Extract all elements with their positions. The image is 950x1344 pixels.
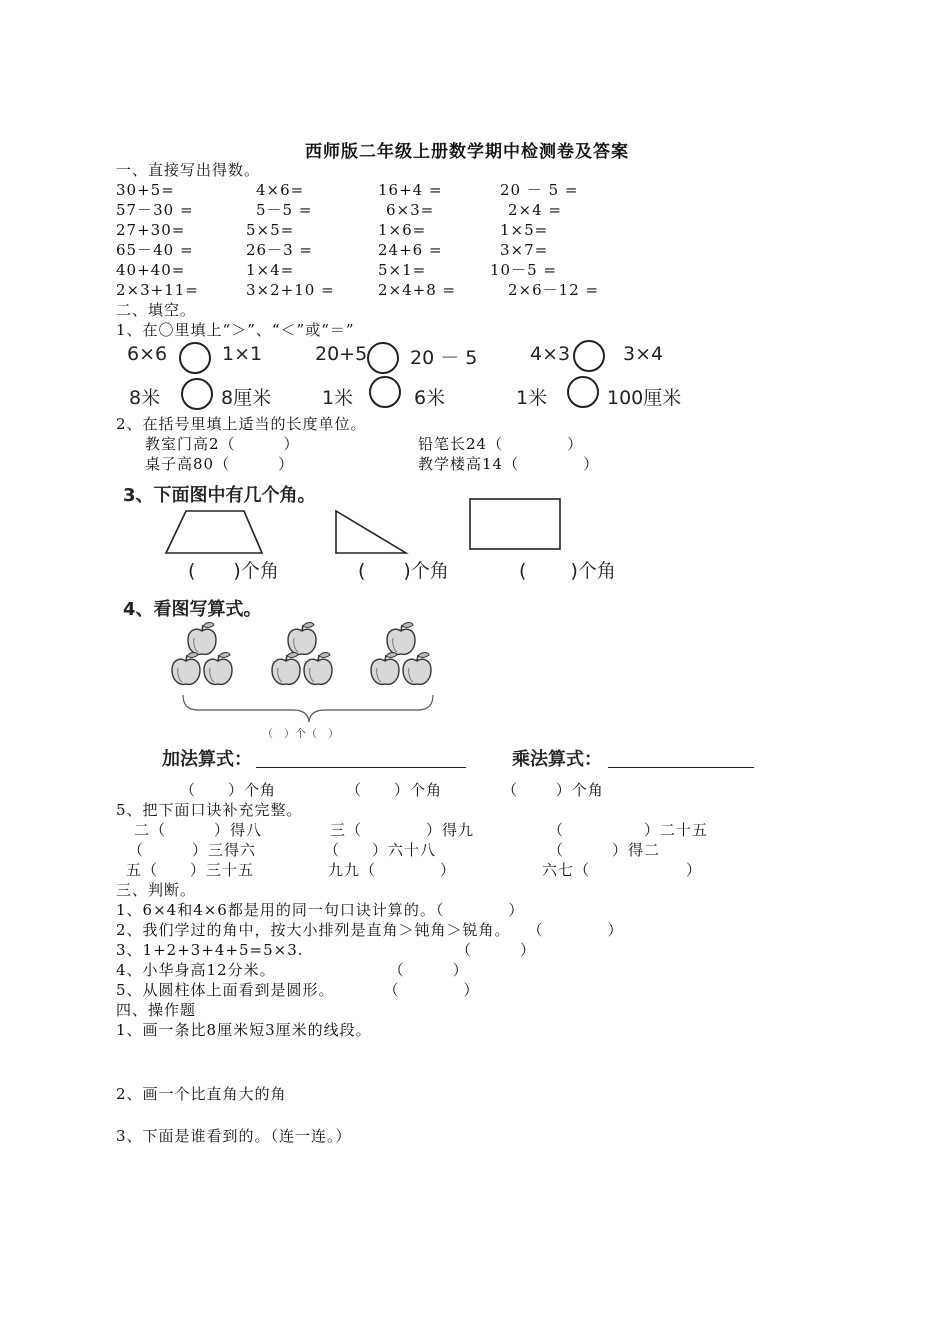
calc-item: 2×3+11=	[116, 281, 199, 299]
calc-item: 10－5 =	[490, 261, 557, 279]
mul-formula-line[interactable]	[608, 767, 754, 768]
calc-item: 5－5 =	[256, 201, 313, 219]
rhyme-item: 九九（ ）	[328, 861, 457, 879]
compare-right: 6米	[414, 387, 446, 409]
angle-count-label: ( )个角	[188, 560, 279, 582]
judge-item: 1、6×4和4×6都是用的同一句口诀计算的。（ ）	[116, 901, 525, 919]
calc-item: 57－30 =	[116, 201, 194, 219]
brace	[183, 695, 433, 722]
calc-item: 5×1=	[378, 261, 427, 279]
apple-icon	[272, 623, 332, 685]
mul-formula-label: 乘法算式：	[512, 749, 602, 770]
compare-right: 8厘米	[221, 387, 272, 409]
compare-circle[interactable]	[369, 376, 401, 408]
calc-item: 3×7=	[500, 241, 549, 259]
triangle-shape	[330, 505, 412, 557]
judge-item: 2、我们学过的角中，按大小排列是直角＞钝角＞锐角。 （ ）	[116, 921, 624, 939]
compare-left: 1米	[516, 387, 548, 409]
compare-circle[interactable]	[367, 342, 399, 374]
calc-item: 24+6 =	[378, 241, 443, 259]
rhyme-item: 三（ ）得九	[330, 821, 475, 839]
compare-circle[interactable]	[181, 378, 213, 410]
judge-item: 5、从圆柱体上面看到是圆形。 （ ）	[116, 981, 480, 999]
calc-item: 2×4 =	[508, 201, 562, 219]
compare-left: 6×6	[127, 343, 168, 365]
rhyme-item: 五（ ）三十五	[126, 861, 255, 879]
q5-text: 5、把下面口诀补充完整。	[116, 801, 303, 819]
judge-item: 4、小华身高12分米。 （ ）	[116, 961, 469, 979]
angle-count-label: ( )个角	[519, 560, 616, 582]
section-2-heading: 二、填空。	[116, 301, 197, 319]
compare-circle[interactable]	[179, 342, 211, 374]
angle-blank: （ ）个角	[346, 781, 443, 799]
calc-item: 1×5=	[500, 221, 549, 239]
trapezoid-shape	[160, 505, 270, 557]
compare-right: 100厘米	[607, 387, 682, 409]
operation-q2: 2、画一个比直角大的角	[116, 1085, 287, 1103]
calc-item: 2×4+8 =	[378, 281, 457, 299]
calc-item: 65－40 =	[116, 241, 194, 259]
calc-item: 2×6－12 =	[508, 281, 600, 299]
rectangle-shape	[466, 495, 564, 553]
angle-count-label: ( )个角	[358, 560, 449, 582]
rhyme-item: 二（ ）得八	[134, 821, 263, 839]
compare-right: 20 － 5	[410, 347, 478, 369]
apple-icon	[371, 623, 431, 685]
brace-label: （ ）个（ ）	[262, 727, 339, 740]
rhyme-item: （ ）三得六	[128, 841, 257, 859]
calc-item: 30+5=	[116, 181, 175, 199]
compare-left: 1米	[322, 387, 354, 409]
rhyme-item: （ ）二十五	[548, 821, 709, 839]
calc-item: 26－3 =	[246, 241, 313, 259]
page-title: 西师版二年级上册数学期中检测卷及答案	[305, 142, 629, 162]
operation-q1: 1、画一条比8厘米短3厘米的线段。	[116, 1021, 372, 1039]
calc-item: 6×3=	[386, 201, 435, 219]
add-formula-line[interactable]	[256, 767, 466, 768]
unit-item: 铅笔长24（ ）	[418, 435, 584, 453]
compare-right: 3×4	[623, 343, 664, 365]
unit-item: 教室门高2（ ）	[145, 435, 300, 453]
add-formula-label: 加法算式：	[162, 749, 252, 770]
compare-left: 8米	[129, 387, 161, 409]
q3-text: 3、下面图中有几个角。	[123, 485, 316, 506]
calc-item: 3×2+10 =	[246, 281, 335, 299]
calc-item: 16+4 =	[378, 181, 443, 199]
rhyme-item: 六七（ ）	[542, 861, 703, 879]
angle-blank: （ ）个角	[180, 781, 277, 799]
section-3-heading: 三、判断。	[116, 881, 197, 899]
q2-text: 2、在括号里填上适当的长度单位。	[116, 415, 367, 433]
calc-item: 20 － 5 =	[500, 181, 579, 199]
compare-circle[interactable]	[573, 340, 605, 372]
compare-left: 20+5	[315, 343, 368, 365]
compare-circle[interactable]	[567, 376, 599, 408]
section-1-heading: 一、直接写出得数。	[116, 161, 261, 179]
calc-item: 27+30=	[116, 221, 186, 239]
apple-icon	[172, 623, 232, 685]
angle-blank: （ ）个角	[502, 781, 604, 799]
q1-text: 1、在〇里填上“＞”、“＜”或“＝”	[116, 321, 355, 339]
calc-item: 4×6=	[256, 181, 305, 199]
unit-item: 教学楼高14（ ）	[418, 455, 600, 473]
calc-item: 5×5=	[246, 221, 295, 239]
compare-right: 1×1	[222, 343, 263, 365]
operation-q3: 3、下面是谁看到的。（连一连。）	[116, 1127, 352, 1145]
calc-item: 1×6=	[378, 221, 427, 239]
judge-item: 3、1+2+3+4+5=5×3. （ ）	[116, 941, 537, 959]
rhyme-item: （ ）六十八	[324, 841, 437, 859]
calc-item: 1×4=	[246, 261, 295, 279]
compare-left: 4×3	[530, 343, 571, 365]
rhyme-item: （ ）得二	[548, 841, 661, 859]
q4-text: 4、看图写算式。	[123, 599, 262, 620]
unit-item: 桌子高80（ ）	[145, 455, 295, 473]
calc-item: 40+40=	[116, 261, 186, 279]
section-4-heading: 四、操作题	[116, 1001, 197, 1019]
